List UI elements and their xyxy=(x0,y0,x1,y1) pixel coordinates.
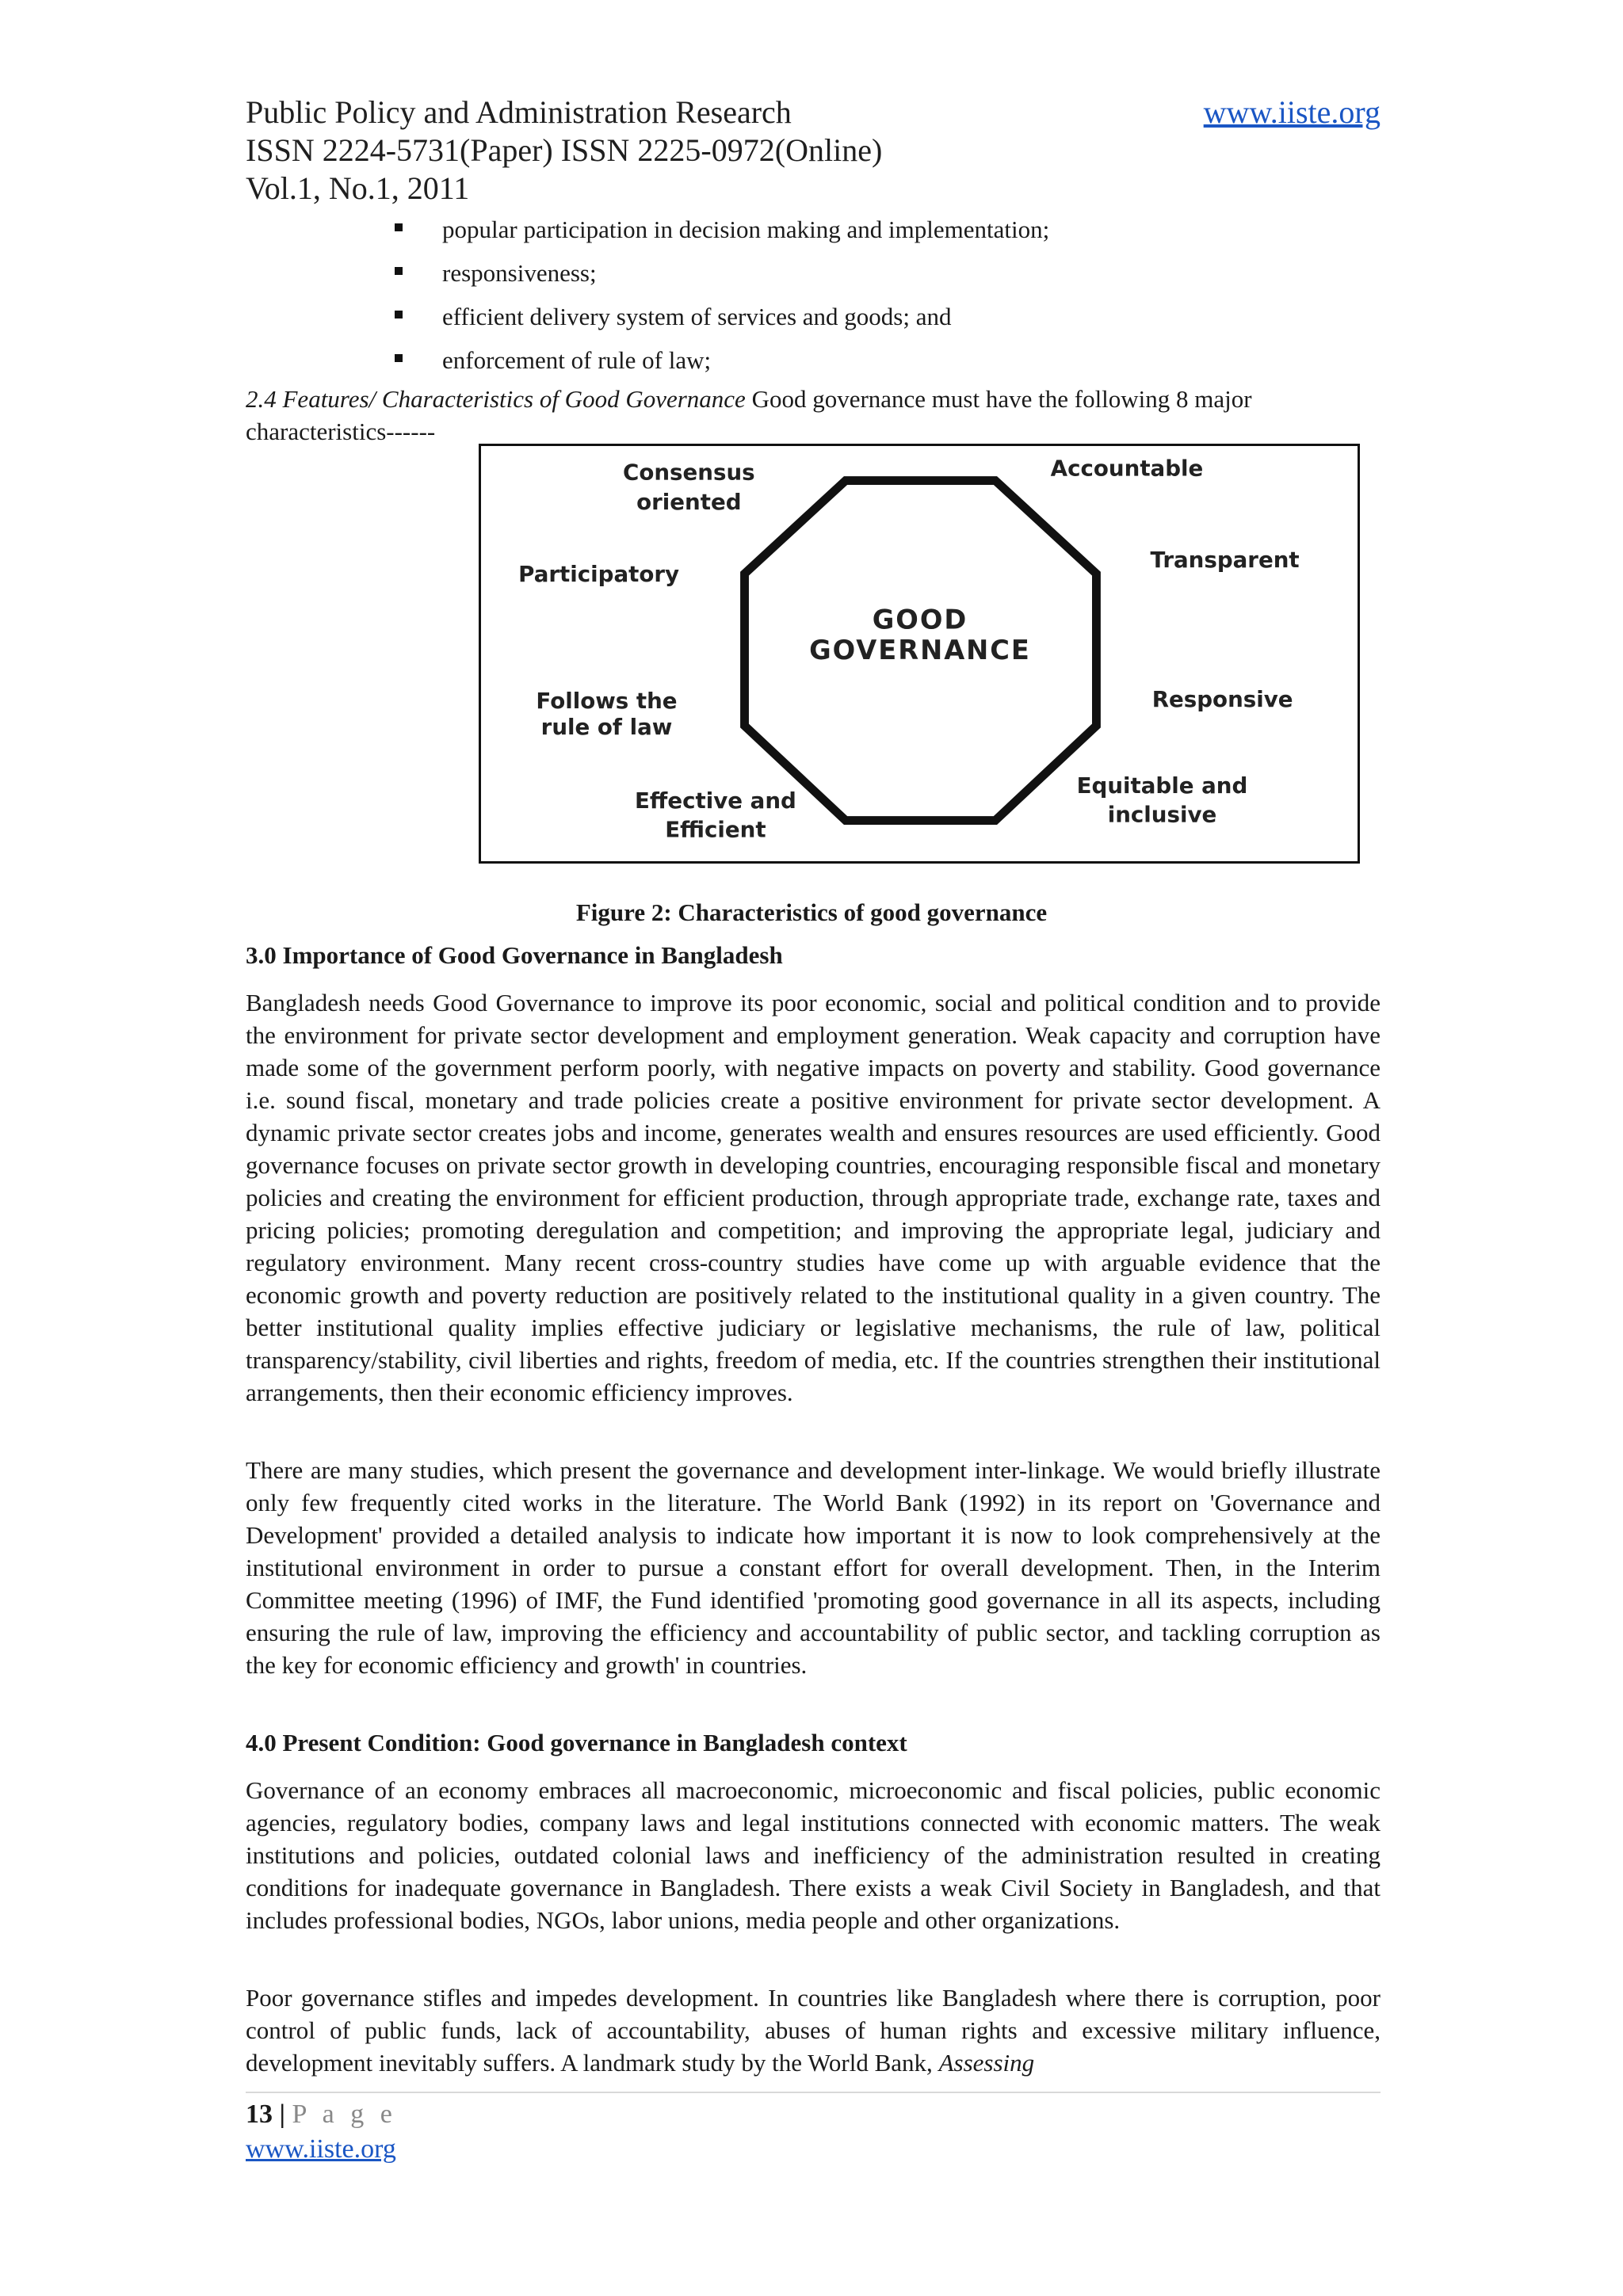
section-4-paragraph-1: Governance of an economy embraces all macroeconomic, microeconomic and fiscal policies, public economic agencies, regulatory bodies, company laws and legal institutions connected with economic matters. The weak institutions and policies, outdated colonial laws and inefficiency of the administration resulted in creating conditions for inadequate governance in Bangladesh. There exists a weak Civil Society in Bangladesh, and that includes professional bodies, NGOs, labor unions, media people and other organizations. xyxy=(246,1776,1381,1934)
section-2-4-intro xyxy=(246,383,1381,448)
footer-page-number: 13 | P a g e xyxy=(246,2100,397,2129)
square-bullet-icon xyxy=(395,311,403,318)
section-4-paragraph-2: Poor governance stifles and impedes development. In countries like Bangladesh where there is corruption, poor control of public funds, lack of accountability, abuses of human rights and excessive military influence, development inevitably suffers. A landmark study by the World Bank, Assessing xyxy=(246,1984,1381,2077)
section-3-paragraph-2: There are many studies, which present the governance and development inter-linkage. We would briefly illustrate only few frequently cited works in the literature. The World Bank (1992) in its report on 'Governance and Development' provided a detailed analysis to indicate how important it is now to look comprehensively at the institutional environment in order to pursue a constant effort for overall development. Then, in the Interim Committee meeting (1996) of IMF, the Fund identified 'promoting good governance in all its aspects, including ensuring the rule of law, improving the efficiency and accountability of public sector, and tackling corruption as the key for economic efficiency and growth' in countries. xyxy=(246,1456,1381,1679)
label-transparent: Transparent xyxy=(1150,547,1300,574)
label-equitable-2: inclusive xyxy=(1107,801,1217,828)
label-rule-of-law-2: rule of law xyxy=(540,713,673,740)
section-2-4-text: Good governance must have the following 8 major characteristics------ xyxy=(246,385,1252,445)
header-url-link[interactable]: www.iiste.org xyxy=(1203,94,1381,130)
list-item: efficient delivery system of services and goods; and xyxy=(395,295,1049,338)
label-consensus-2: oriented xyxy=(636,489,742,516)
square-bullet-icon xyxy=(395,354,403,362)
list-item: responsiveness; xyxy=(395,251,1049,295)
good-governance-figure xyxy=(479,444,1360,864)
label-effective-2: Efficient xyxy=(665,816,766,843)
journal-title: Public Policy and Administration Research xyxy=(246,94,792,130)
label-participatory: Participatory xyxy=(518,561,680,588)
footer-url-link[interactable]: www.iiste.org xyxy=(246,2134,396,2164)
label-responsive: Responsive xyxy=(1151,686,1293,713)
octagon-diagram xyxy=(481,446,1358,861)
label-consensus-1: Consensus xyxy=(623,459,755,486)
list-item: popular participation in decision making and implementation; xyxy=(395,208,1049,251)
center-label-governance: GOVERNANCE xyxy=(809,634,1031,666)
section-2-4-title: 2.4 Features/ Characteristics of Good Governance xyxy=(246,385,746,413)
section-3-paragraph-1: Bangladesh needs Good Governance to improve its poor economic, social and political condition and to provide the environment for private sector development and employment generation. Weak capacity and corruption have made some of the government perform poorly, with negative impacts on poverty and stability. Good governance i.e. sound fiscal, monetary and trade policies create a positive environment for private sector development. A dynamic private sector creates jobs and income, generates wealth and ensures resources are used efficiently. Good governance focuses on private sector growth in developing countries, encouraging responsible fiscal and monetary policies and creating the environment for efficient production, through appropriate trade, exchange rate, taxes and pricing policies; promoting deregulation and competition; and improving the appropriate legal, judiciary and regulatory environment. Many recent cross-country studies have come up with arguable evidence that the economic growth and poverty reduction are positively related to the institutional quality in a given country. The better institutional quality implies effective judiciary or legislative mechanisms, the rule of law, political transparency/stability, civil liberties and rights, freedom of media, etc. If the countries strengthen their institutional arrangements, then their economic efficiency improves. xyxy=(246,989,1381,1406)
volume-line: Vol.1, No.1, 2011 xyxy=(246,170,470,206)
figure-caption: Figure 2: Characteristics of good governance xyxy=(575,898,1048,926)
bullet-list xyxy=(395,208,1049,382)
footer-divider xyxy=(246,2092,1381,2093)
label-equitable-1: Equitable and xyxy=(1076,772,1248,799)
page-header xyxy=(246,93,1381,208)
section-3-heading: 3.0 Importance of Good Governance in Bangladesh xyxy=(246,941,783,969)
issn-line: ISSN 2224-5731(Paper) ISSN 2225-0972(Online) xyxy=(246,132,883,168)
label-accountable: Accountable xyxy=(1050,455,1204,482)
label-rule-of-law-1: Follows the xyxy=(536,688,678,715)
list-item: enforcement of rule of law; xyxy=(395,338,1049,382)
section-4-heading: 4.0 Present Condition: Good governance in Bangladesh context xyxy=(246,1729,907,1756)
square-bullet-icon xyxy=(395,267,403,275)
center-label-good: GOOD xyxy=(872,604,968,635)
square-bullet-icon xyxy=(395,223,403,231)
label-effective-1: Effective and xyxy=(635,787,796,814)
